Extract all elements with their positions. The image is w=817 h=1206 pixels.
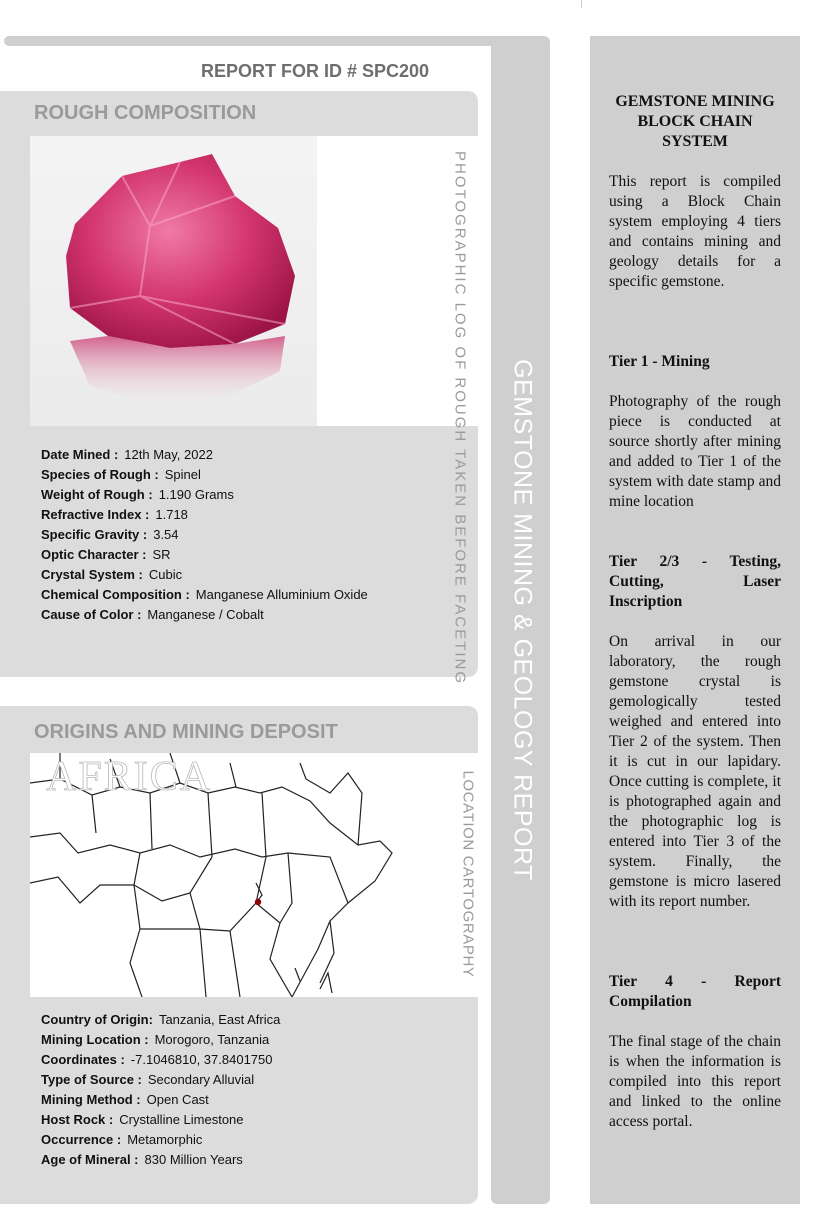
detail-label: Age of Mineral : bbox=[41, 1152, 139, 1167]
detail-value: Manganese / Cobalt bbox=[147, 607, 264, 622]
detail-row-coordinates bbox=[41, 1050, 280, 1070]
detail-label: Cause of Color : bbox=[41, 607, 142, 622]
detail-label: Country of Origin: bbox=[41, 1012, 153, 1027]
detail-value: 830 Million Years bbox=[144, 1152, 243, 1167]
detail-value: SR bbox=[152, 547, 171, 562]
detail-value: 1.718 bbox=[155, 507, 188, 522]
detail-row-weight bbox=[41, 485, 368, 505]
detail-row-occurrence bbox=[41, 1130, 280, 1150]
detail-value: Tanzania, East Africa bbox=[158, 1012, 281, 1027]
tier23-text: On arrival in our laboratory, the rough gemstone crystal is gemologically tested weighed and entered into Tier 2 of the system. Then it is cut in our lapidary. Once cutting is complete, it is photographed again and the photographic log is entered into Tier 3 of the system. Finally, the gemstone is micro lasered with its report number. bbox=[609, 633, 781, 910]
detail-value: Morogoro, Tanzania bbox=[154, 1032, 270, 1047]
origin-details-list bbox=[41, 1010, 280, 1170]
tier23-heading: Tier 2/3 - Testing, Cutting, Laser Inscription bbox=[609, 553, 781, 610]
detail-label: Mining Location : bbox=[41, 1032, 149, 1047]
rough-details-list bbox=[41, 445, 368, 625]
location-marker bbox=[255, 899, 261, 905]
detail-value: Spinel bbox=[164, 467, 201, 482]
detail-row-refractive-index bbox=[41, 505, 368, 525]
detail-row-date-mined bbox=[41, 445, 368, 465]
tier4-heading: Tier 4 - Report Compilation bbox=[609, 973, 781, 1010]
detail-label: Specific Gravity : bbox=[41, 527, 148, 542]
detail-label: Crystal System : bbox=[41, 567, 143, 582]
detail-row-specific-gravity bbox=[41, 525, 368, 545]
detail-row-cause-of-color bbox=[41, 605, 368, 625]
detail-label: Occurrence : bbox=[41, 1132, 122, 1147]
detail-value: -7.1046810, 37.8401750 bbox=[130, 1052, 273, 1067]
tier4-text: The final stage of the chain is when the information is compiled into this report and linked to the online access portal. bbox=[609, 1033, 781, 1130]
tier1-text: Photography of the rough piece is conducted at source shortly after mining and added to Tier 1 of the system with date stamp and mine location bbox=[609, 393, 781, 510]
detail-label: Mining Method : bbox=[41, 1092, 141, 1107]
tier1-heading: Tier 1 - Mining bbox=[609, 353, 710, 370]
detail-value: 12th May, 2022 bbox=[124, 447, 213, 462]
detail-label: Species of Rough : bbox=[41, 467, 159, 482]
detail-label: Coordinates : bbox=[41, 1052, 125, 1067]
top-divider-tick bbox=[581, 0, 582, 8]
sidebar-intro: This report is compiled using a Block Chain system employing 4 tiers and contains mining and geology details for a specific gemstone. bbox=[609, 173, 781, 290]
detail-value: Open Cast bbox=[146, 1092, 209, 1107]
report-id-title: REPORT FOR ID # SPC200 bbox=[201, 61, 430, 81]
detail-label: Type of Source : bbox=[41, 1072, 142, 1087]
photo-caption bbox=[452, 151, 469, 413]
detail-row-species bbox=[41, 465, 368, 485]
origins-heading: ORIGINS AND MINING DEPOSIT bbox=[34, 721, 338, 743]
rough-gemstone-image bbox=[30, 136, 317, 426]
spine-title: GEMSTONE MINING & GEOLOGY REPORT bbox=[508, 359, 537, 881]
detail-label: Refractive Index : bbox=[41, 507, 150, 522]
sidebar-title: GEMSTONE MINING BLOCK CHAIN SYSTEM bbox=[615, 93, 775, 150]
detail-value: Secondary Alluvial bbox=[147, 1072, 255, 1087]
detail-value: 1.190 Grams bbox=[158, 487, 234, 502]
detail-label: Weight of Rough : bbox=[41, 487, 153, 502]
detail-label: Host Rock : bbox=[41, 1112, 114, 1127]
map-caption: LOCATION CARTOGRAPHY bbox=[459, 770, 477, 978]
africa-map bbox=[30, 753, 478, 997]
detail-row-mining-method bbox=[41, 1090, 280, 1110]
detail-label: Chemical Composition : bbox=[41, 587, 190, 602]
detail-row-optic-character bbox=[41, 545, 368, 565]
detail-value: Metamorphic bbox=[127, 1132, 203, 1147]
detail-label: Optic Character : bbox=[41, 547, 147, 562]
detail-value: Crystalline Limestone bbox=[119, 1112, 244, 1127]
header-bar bbox=[4, 36, 492, 46]
detail-row-age bbox=[41, 1150, 280, 1170]
map-region-label: AFRICA bbox=[46, 754, 213, 800]
detail-row-crystal-system bbox=[41, 565, 368, 585]
detail-row-mining-location bbox=[41, 1030, 280, 1050]
detail-row-country bbox=[41, 1010, 280, 1030]
detail-value: Manganese Alluminium Oxide bbox=[195, 587, 368, 602]
detail-label: Date Mined : bbox=[41, 447, 119, 462]
detail-row-host-rock bbox=[41, 1110, 280, 1130]
detail-row-source-type bbox=[41, 1070, 280, 1090]
detail-value: 3.54 bbox=[153, 527, 179, 542]
detail-value: Cubic bbox=[148, 567, 183, 582]
detail-row-chemical-composition bbox=[41, 585, 368, 605]
rough-composition-heading: ROUGH COMPOSITION bbox=[34, 102, 257, 124]
